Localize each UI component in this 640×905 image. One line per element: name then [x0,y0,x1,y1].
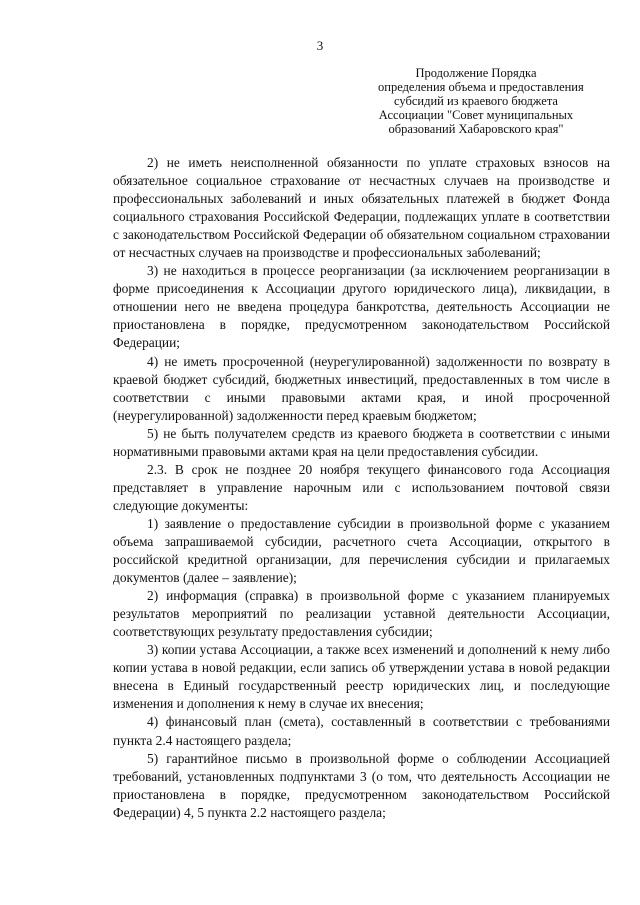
paragraph-clause-2: 2) не иметь неисполненной обязанности по уплате страховых взносов на обязательное социальное страхование от несчастных случаев на производстве и профессиональных заболеваний и иных обязательных платежей в бюджет Фонда социального страхования Российской Федерации, подлежащих уплате в соответствии с законодательством Российской Федерации об обязательном социальном страховании от несчастных случаев на производстве и профессиональных заболеваний; [113,155,610,261]
document-body [113,154,610,822]
paragraph-document-3: 3) копии устава Ассоциации, а также всех изменений и дополнений к нему либо копии устава в новой редакции, если запись об утверждении устава в новой редакции внесена в Единый государственный реестр юридических лиц, и последующие изменения и дополнения к нему в случае их внесения; [113,642,610,712]
header-line: Ассоциации "Совет муниципальных [378,108,574,122]
paragraph-clause-3: 3) не находиться в процессе реорганизации (за исключением реорганизации в форме присоединения к Ассоциации другого юридического лица), ликвидации, в отношении него не введена процедура банкротства, деятельность Ассоциации не приостановлена в порядке, предусмотренном законодательством Российской Федерации; [113,263,610,351]
paragraph-clause-5: 5) не быть получателем средств из краевого бюджета в соответствии с иными нормативными правовыми актами края на цели предоставления субсидии. [113,425,610,459]
header-line: субсидий из краевого бюджета [394,94,558,108]
paragraph-document-2: 2) информация (справка) в произвольной форме с указанием планируемых результатов мероприятий по реализации уставной деятельности Ассоциации, соответствующих результату предоставления субсидии; [113,588,610,640]
paragraph-document-5: 5) гарантийное письмо в произвольной форме о соблюдении Ассоциацией требований, установленных подпунктами 3 (о том, что деятельность Ассоциации не приостановлена в порядке, предусмотренном законодательством Российской Федерации) 4, 5 пункта 2.2 настоящего раздела; [113,750,610,820]
document-header [378,66,584,136]
paragraph-clause-4: 4) не иметь просроченной (неурегулированной) задолженности по возврату в краевой бюджет субсидий, бюджетных инвестиций, предоставленных в том числе в соответствии с иными правовыми актами края, и иной просроченной (неурегулированной) задолженности перед краевым бюджетом; [113,353,610,423]
header-line: определения объема и предоставления [378,80,584,94]
paragraph-document-4: 4) финансовый план (смета), составленный в соответствии с требованиями пункта 2.4 настоящего раздела; [113,714,610,748]
paragraph-section-2-3: 2.3. В срок не позднее 20 ноября текущего финансового года Ассоциация представляет в управление нарочным или с использованием почтовой связи следующие документы: [113,461,610,513]
paragraph-document-1: 1) заявление о предоставление субсидии в произвольной форме с указанием объема запрашиваемой субсидии, расчетного счета Ассоциации, открытого в российской кредитной организации, для перечисления субсидии и прилагаемых документов (далее – заявление); [113,515,610,586]
header-line: Продолжение Порядка [415,66,537,80]
header-line: образований Хабаровского края" [388,122,564,136]
page-number: 3 [316,38,324,53]
